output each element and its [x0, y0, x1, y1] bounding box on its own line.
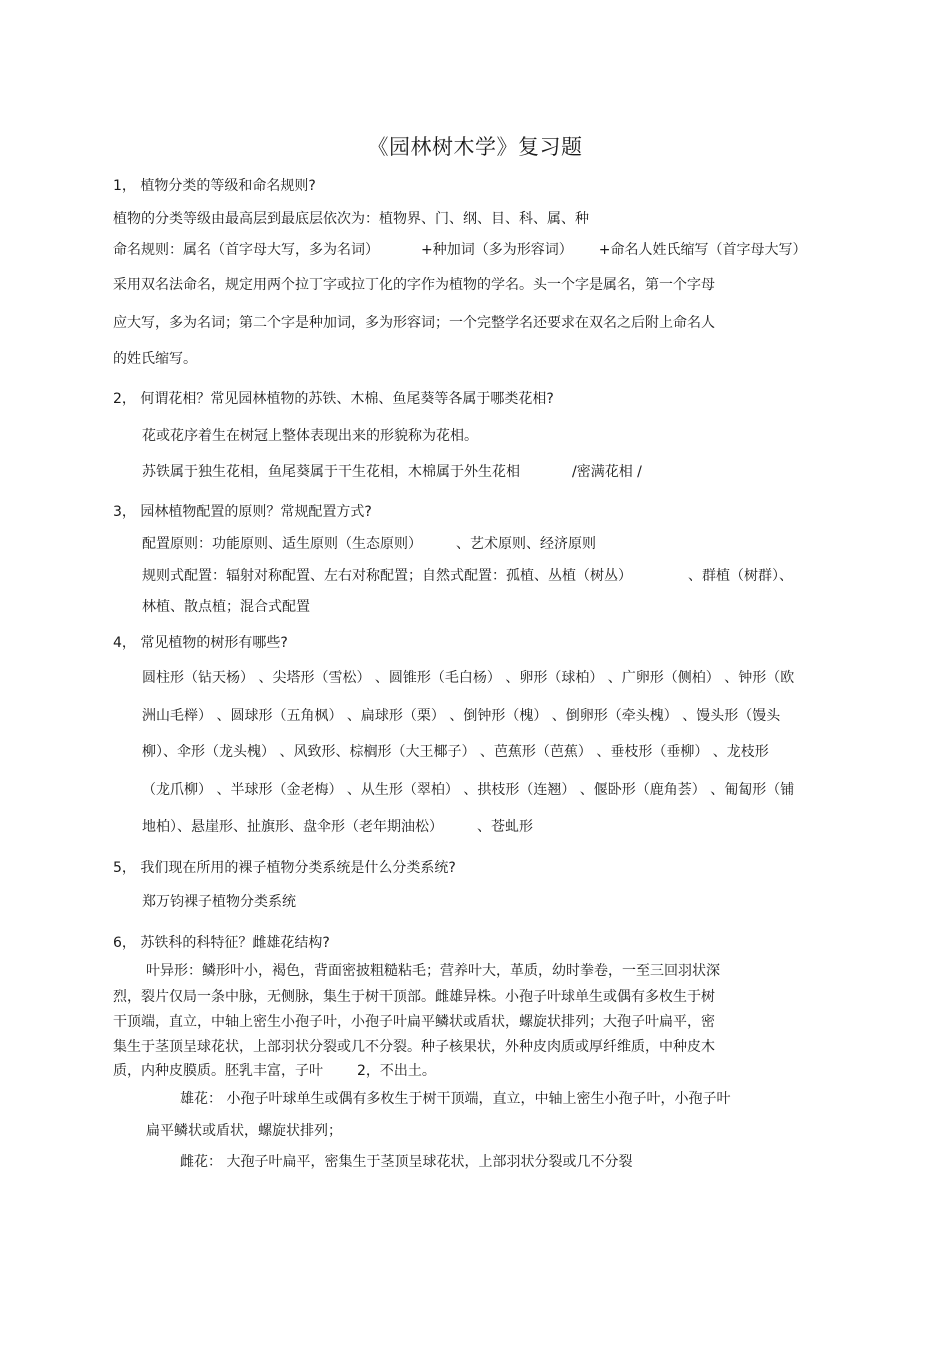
- answer-2-line-2: [142, 463, 642, 481]
- answer-1-line-1: 植物的分类等级由最高层到最底层依次为：植物界、门、纲、目、科、属、种: [113, 211, 589, 227]
- answer-4-line-5: [142, 818, 533, 836]
- male-flower-line-1: 雄花： 小孢子叶球单生或偶有多枚生于树干顶端，直立，中轴上密生小孢子叶，小孢子叶: [180, 1091, 731, 1107]
- answer-3-line-1: [142, 535, 596, 553]
- answer-6-line-1: 叶异形：鳞形叶小，褐色，背面密披粗糙粘毛；营养叶大，革质，幼时拳卷，一至三回羽状深: [146, 963, 720, 979]
- question-4: 4， 常见植物的树形有哪些?: [113, 635, 288, 651]
- female-flower-line: 雌花： 大孢子叶扁平，密集生于茎顶呈球花状，上部羽状分裂或几不分裂: [180, 1154, 633, 1170]
- answer-4-line-5-part-1: 地柏）、悬崖形、扯旗形、盘伞形（老年期油松）: [142, 819, 443, 835]
- answer-1-line-3: 采用双名法命名，规定用两个拉丁字或拉丁化的字作为植物的学名。头一个字是属名，第一个字母: [113, 277, 715, 293]
- answer-3-line-1-part-1: 配置原则：功能原则、适生原则（生态原则）: [142, 536, 422, 552]
- answer-6-line-4: 集生于茎顶呈球花状，上部羽状分裂或几不分裂。种子核果状，外种皮肉质或厚纤维质，中种皮木: [113, 1039, 715, 1055]
- answer-4-line-2: 洲山毛榉） 、圆球形（五角枫） 、扁球形（栗） 、倒钟形（槐） 、倒卵形（牵头槐） 、馒头形（馒头: [142, 708, 781, 724]
- answer-3-line-1-part-2: 、艺术原则、经济原则: [456, 536, 596, 552]
- answer-6-line-3: 干顶端，直立，中轴上密生小孢子叶，小孢子叶扁平鳞状或盾状，螺旋状排列；大孢子叶扁平，密: [113, 1014, 715, 1030]
- answer-1-line-5: 的姓氏缩写。: [113, 351, 197, 367]
- answer-2-line-1: 花或花序着生在树冠上整体表现出来的形貌称为花相。: [142, 428, 478, 444]
- question-1: 1， 植物分类的等级和命名规则?: [113, 178, 316, 194]
- answer-6-line-5-part-2: 2，不出土。: [357, 1063, 436, 1079]
- answer-2-line-2-part-2: /密满花相 /: [572, 464, 642, 480]
- page-title: 《园林树木学》复习题: [367, 135, 583, 159]
- answer-6-line-2: 烈，裂片仅局一条中脉，无侧脉，集生于树干顶部。雌雄异株。小孢子叶球单生或偶有多枚生于树: [113, 989, 715, 1005]
- answer-4-line-1: 圆柱形（钻天杨） 、尖塔形（雪松） 、圆锥形（毛白杨） 、卵形（球柏） 、广卵形（侧柏） 、钟形（欧: [142, 670, 795, 686]
- answer-5-line-1: 郑万钧裸子植物分类系统: [142, 894, 296, 910]
- answer-6-line-5: [113, 1062, 436, 1080]
- answer-3-line-2: [142, 567, 793, 585]
- answer-3-line-2-part-1: 规则式配置：辐射对称配置、左右对称配置；自然式配置：孤植、丛植（树丛）: [142, 568, 632, 584]
- answer-4-line-3: 柳）、伞形（龙头槐） 、风致形、棕榈形（大王椰子） 、芭蕉形（芭蕉） 、垂枝形（垂柳） 、龙枝形: [142, 744, 769, 760]
- answer-6-line-5-part-1: 质，内种皮膜质。胚乳丰富，子叶: [113, 1063, 323, 1079]
- answer-1-line-2-part-2: +种加词（多为形容词）: [421, 242, 573, 258]
- answer-1-line-2-part-3: +命名人姓氏缩写（首字母大写）: [598, 242, 807, 258]
- answer-1-line-2-part-1: 命名规则：属名（首字母大写，多为名词）: [113, 242, 379, 258]
- question-6: 6， 苏铁科的科特征？雌雄花结构?: [113, 935, 330, 951]
- question-3: 3， 园林植物配置的原则？常规配置方式?: [113, 504, 372, 520]
- question-5: 5， 我们现在所用的裸子植物分类系统是什么分类系统?: [113, 860, 456, 876]
- answer-3-line-3: 林植、散点植；混合式配置: [142, 599, 310, 615]
- question-2: 2， 何谓花相？常见园林植物的苏铁、木棉、鱼尾葵等各属于哪类花相?: [113, 391, 554, 407]
- answer-2-line-2-part-1: 苏铁属于独生花相，鱼尾葵属于干生花相，木棉属于外生花相: [142, 464, 520, 480]
- male-flower-line-2: 扁平鳞状或盾状，螺旋状排列；: [146, 1123, 342, 1139]
- answer-3-line-2-part-2: 、群植（树群）、: [688, 568, 793, 584]
- answer-1-line-2: [113, 241, 806, 259]
- answer-1-line-4: 应大写，多为名词；第二个字是种加词，多为形容词；一个完整学名还要求在双名之后附上命名人: [113, 315, 715, 331]
- answer-4-line-4: （龙爪柳） 、半球形（金老梅） 、从生形（翠柏） 、拱枝形（连翘） 、偃卧形（鹿角荟） 、匍匐形（铺: [142, 782, 795, 798]
- answer-4-line-5-part-2: 、苍虬形: [477, 819, 533, 835]
